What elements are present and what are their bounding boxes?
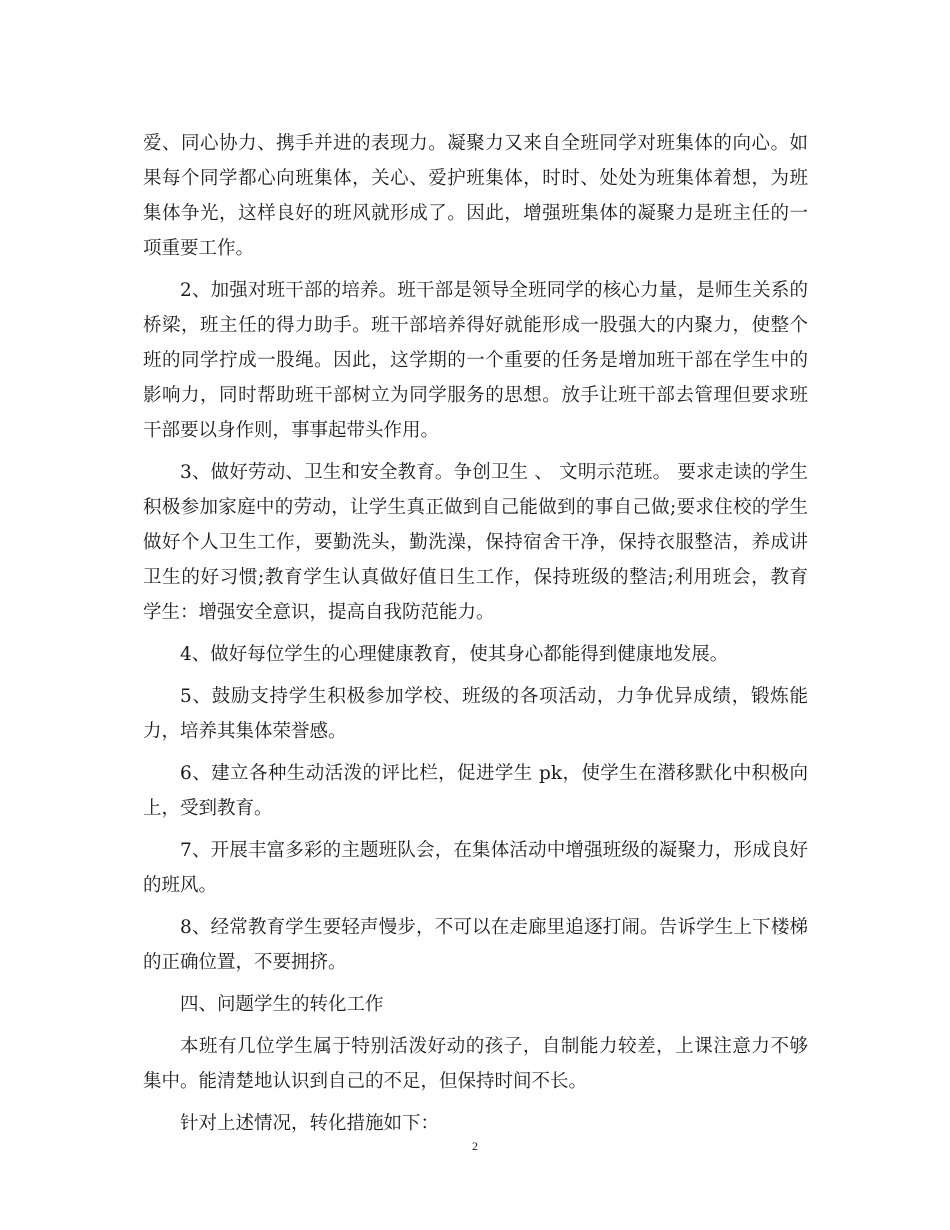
paragraph [143,1029,808,1099]
text-line: 积极参加家庭中的劳动，让学生真正做到自己能做到的事自己做;要求住校的学生 [143,497,808,518]
text-line: 本班有几位学生属于特别活泼好动的孩子，自制能力较差，上课注意力不够 [180,1036,808,1057]
text-line: 做好个人卫生工作，要勤洗头，勤洗澡，保持宿舍干净，保持衣服整洁，养成讲 [143,532,808,553]
text-line: 学生：增强安全意识，提高自我防范能力。 [143,602,495,623]
paragraph [143,833,808,903]
text-line: 2、加强对班干部的培养。班干部是领导全班同学的核心力量，是师生关系的 [180,280,808,301]
text-line: 卫生的好习惯;教育学生认真做好值日生工作，保持班级的整洁;利用班会，教育 [143,567,808,588]
text-line: 影响力，同时帮助班干部树立为同学服务的思想。放手让班干部去管理但要求班 [143,385,808,406]
text-line: 爱、同心协力、携手并进的表现力。凝聚力又来自全班同学对班集体的向心。如 [143,133,808,154]
text-line: 项重要工作。 [143,238,255,259]
paragraph [143,910,808,980]
text-line: 3、做好劳动、卫生和安全教育。争创卫生 、 文明示范班。 要求走读的学生 [180,462,808,483]
text-line: 四、问题学生的转化工作 [180,994,384,1015]
text-line: 6、建立各种生动活泼的评比栏，促进学生 pk，使学生在潜移默化中积极向 [180,763,808,784]
text-line: 集中。能清楚地认识到自己的不足，但保持时间不长。 [143,1071,588,1092]
text-line: 4、做好每位学生的心理健康教育，使其身心都能得到健康地发展。 [180,644,729,665]
text-line: 力，培养其集体荣誉感。 [143,721,347,742]
paragraph [143,126,808,266]
text-line: 干部要以身作则，事事起带头作用。 [143,420,440,441]
document-body [143,126,808,1141]
page-number: 2 [472,1139,478,1153]
paragraph [143,273,808,448]
text-line: 针对上述情况，转化措施如下： [180,1113,440,1134]
text-line: 5、鼓励支持学生积极参加学校、班级的各项活动，力争优异成绩，锻炼能 [180,686,808,707]
text-line: 集体争光，这样良好的班风就形成了。因此，增强班集体的凝聚力是班主任的一 [143,203,808,224]
text-line: 班的同学拧成一股绳。因此，这学期的一个重要的任务是增加班干部在学生中的 [143,350,808,371]
text-line: 的正确位置，不要拥挤。 [143,952,347,973]
paragraph [143,756,808,826]
text-line: 桥梁，班主任的得力助手。班干部培养得好就能形成一股强大的内聚力，使整个 [143,315,808,336]
paragraph [143,637,808,672]
paragraph [143,679,808,749]
paragraph [143,455,808,630]
paragraph [143,987,808,1022]
text-line: 的班风。 [143,875,218,896]
text-line: 8、经常教育学生要轻声慢步，不可以在走廊里追逐打闹。告诉学生上下楼梯 [180,917,808,938]
paragraph [143,1106,808,1141]
text-line: 上，受到教育。 [143,798,273,819]
text-line: 7、开展丰富多彩的主题班队会，在集体活动中增强班级的凝聚力，形成良好 [180,840,808,861]
text-line: 果每个同学都心向班集体，关心、爱护班集体，时时、处处为班集体着想，为班 [143,168,808,189]
